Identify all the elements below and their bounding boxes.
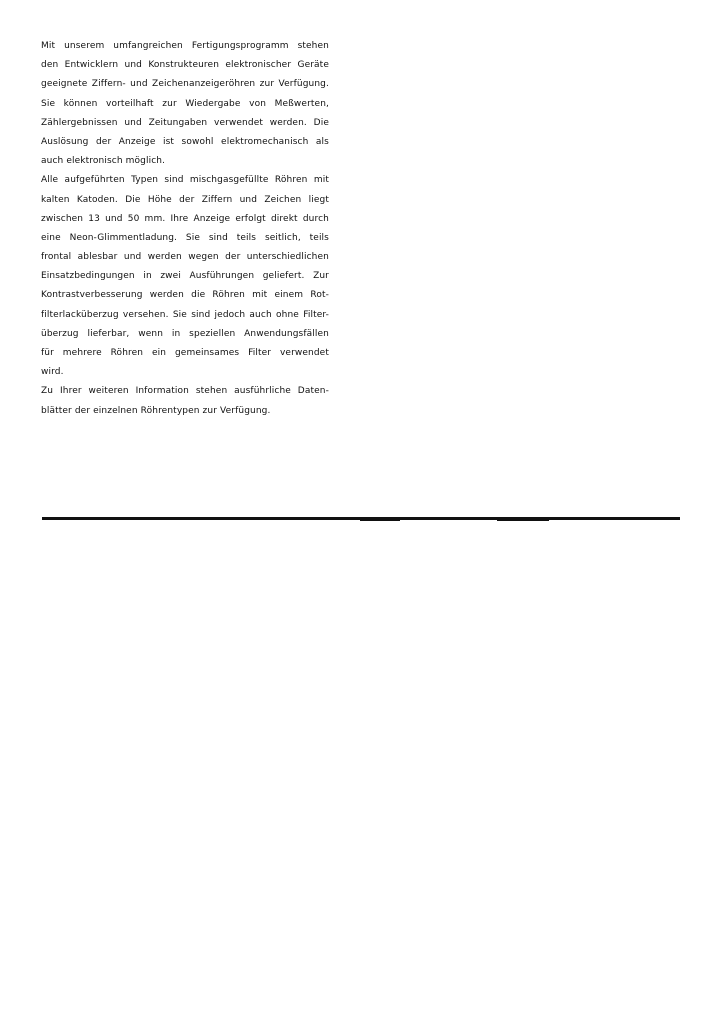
paragraph-tube-details [41,171,329,382]
paragraph-line: kalten Katoden. Die Höhe der Ziffern und Zeichen liegt [41,194,329,205]
paragraph-line: geeignete Ziffern- und Zeichenanzeigeröhren zur Verfügung. [41,79,329,90]
paragraph-line: überzug lieferbar, wenn in speziellen Anwendungsfällen [41,328,329,339]
paragraph-line: Alle aufgeführten Typen sind mischgasgefüllte Röhren mit [41,175,329,186]
paragraph-line: filterlacküberzug versehen. Sie sind jedoch auch ohne Filter- [41,309,329,320]
paragraph-line: Zu Ihrer weiteren Information stehen ausführliche Daten- [41,386,329,397]
paragraph-line: Einsatzbedingungen in zwei Ausführungen geliefert. Zur [41,271,329,282]
paragraph-intro [41,37,329,171]
paragraph-line: Auslösung der Anzeige ist sowohl elektromechanisch als [41,136,329,147]
paragraph-line: eine Neon-Glimmentladung. Sie sind teils seitlich, teils [41,232,329,243]
body-text [41,37,329,421]
horizontal-rule [42,517,680,521]
paragraph-line: für mehrere Röhren ein gemeinsames Filter verwendet [41,348,329,358]
rule-ink-fragment [360,520,400,521]
paragraph-line: den Entwicklern und Konstrukteuren elektronischer Geräte [41,60,329,71]
rule-ink-fragment [497,520,549,521]
paragraph-line: auch elektronisch möglich. [41,156,166,167]
paragraph-line: zwischen 13 und 50 mm. Ihre Anzeige erfolgt direkt durch [41,213,329,224]
paragraph-line: frontal ablesbar und werden wegen der unterschiedlichen [41,252,329,263]
paragraph-datasheets [41,382,329,420]
paragraph-line: Mit unserem umfangreichen Fertigungsprogramm stehen [41,41,329,51]
paragraph-line: Sie können vorteilhaft zur Wiedergabe von Meßwerten, [41,98,329,109]
paragraph-line: Zählergebnissen und Zeitungaben verwendet werden. Die [41,117,329,128]
paragraph-line: wird. [41,367,64,378]
paragraph-line: blätter der einzelnen Röhrentypen zur Verfügung. [41,405,271,416]
paragraph-line: Kontrastverbesserung werden die Röhren mit einem Rot- [41,290,329,301]
